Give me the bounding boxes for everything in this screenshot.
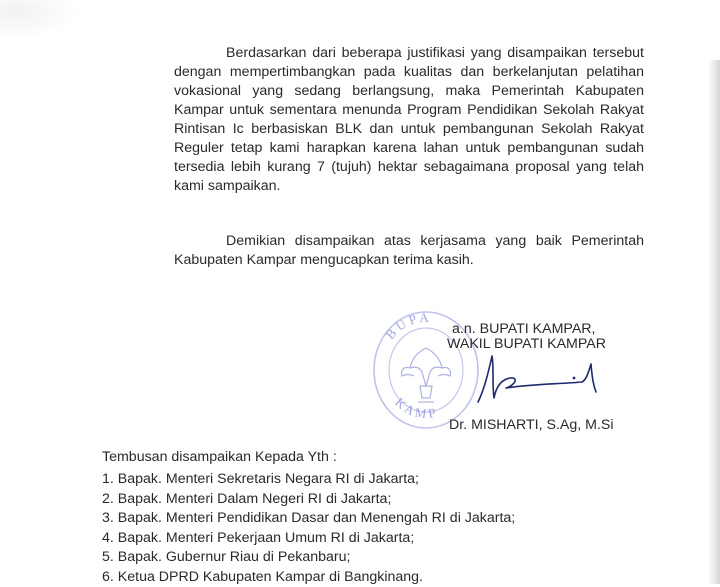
paragraph-line: Reguler tetap kami harapkan karena lahan untuk pembangunan sudah	[174, 139, 644, 158]
paragraph-line: Berdasarkan dari beberapa justifikasi yang disampaikan tersebut	[174, 44, 644, 63]
paragraph-line: Kampar untuk sementara menunda Program Pendidikan Sekolah Rakyat	[174, 101, 644, 120]
list-item: 6. Ketua DPRD Kabupaten Kampar di Bangkinang.	[102, 568, 515, 587]
list-item: 4. Bapak. Menteri Pekerjaan Umum RI di Jakarta;	[102, 529, 515, 549]
paragraph-line: dengan mempertimbangkan pada kualitas dan berkelanjutan pelatihan	[174, 63, 644, 82]
body-paragraph-2	[174, 232, 644, 270]
stamp-text-bottom: K A M P	[392, 395, 436, 422]
stamp-text-top: B U P A	[382, 310, 429, 342]
list-item: 1. Bapak. Menteri Sekretaris Negara RI di Jakarta;	[102, 470, 515, 490]
list-item: 2. Bapak. Menteri Dalam Negeri RI di Jakarta;	[102, 490, 515, 510]
carbon-copy-list	[102, 470, 515, 587]
paragraph-line: tersedia lebih kurang 7 (tujuh) hektar sebagaimana proposal yang telah	[174, 158, 644, 177]
paragraph-line: Demikian disampaikan atas kerjasama yang baik Pemerintah	[174, 232, 644, 251]
paragraph-line: Rintisan Ic berbasiskan BLK dan untuk pembangunan Sekolah Rakyat	[174, 120, 644, 139]
page-corner-smudge	[0, 0, 80, 40]
paragraph-line: kami sampaikan.	[174, 177, 644, 196]
svg-text:B U P A	[382, 310, 429, 342]
list-item: 3. Bapak. Menteri Pendidikan Dasar dan Menengah RI di Jakarta;	[102, 509, 515, 529]
handwritten-signature	[470, 344, 610, 416]
body-paragraph-1	[174, 44, 644, 196]
list-item: 5. Bapak. Gubernur Riau di Pekanbaru;	[102, 548, 515, 568]
signatory-authority-line: a.n. BUPATI KAMPAR,	[452, 320, 596, 338]
paragraph-line: Kabupaten Kampar mengucapkan terima kasih.	[174, 251, 644, 270]
signatory-name: Dr. MISHARTI, S.Ag, M.Si	[449, 416, 614, 434]
signatory-title-line: WAKIL BUPATI KAMPAR	[447, 335, 606, 353]
paragraph-line: vokasional yang sedang berlangsung, maka Pemerintah Kabupaten	[174, 82, 644, 101]
page-edge-shadow	[708, 60, 720, 584]
carbon-copy-title: Tembusan disampaikan Kepada Yth :	[102, 449, 337, 465]
garuda-emblem-icon	[401, 348, 450, 402]
